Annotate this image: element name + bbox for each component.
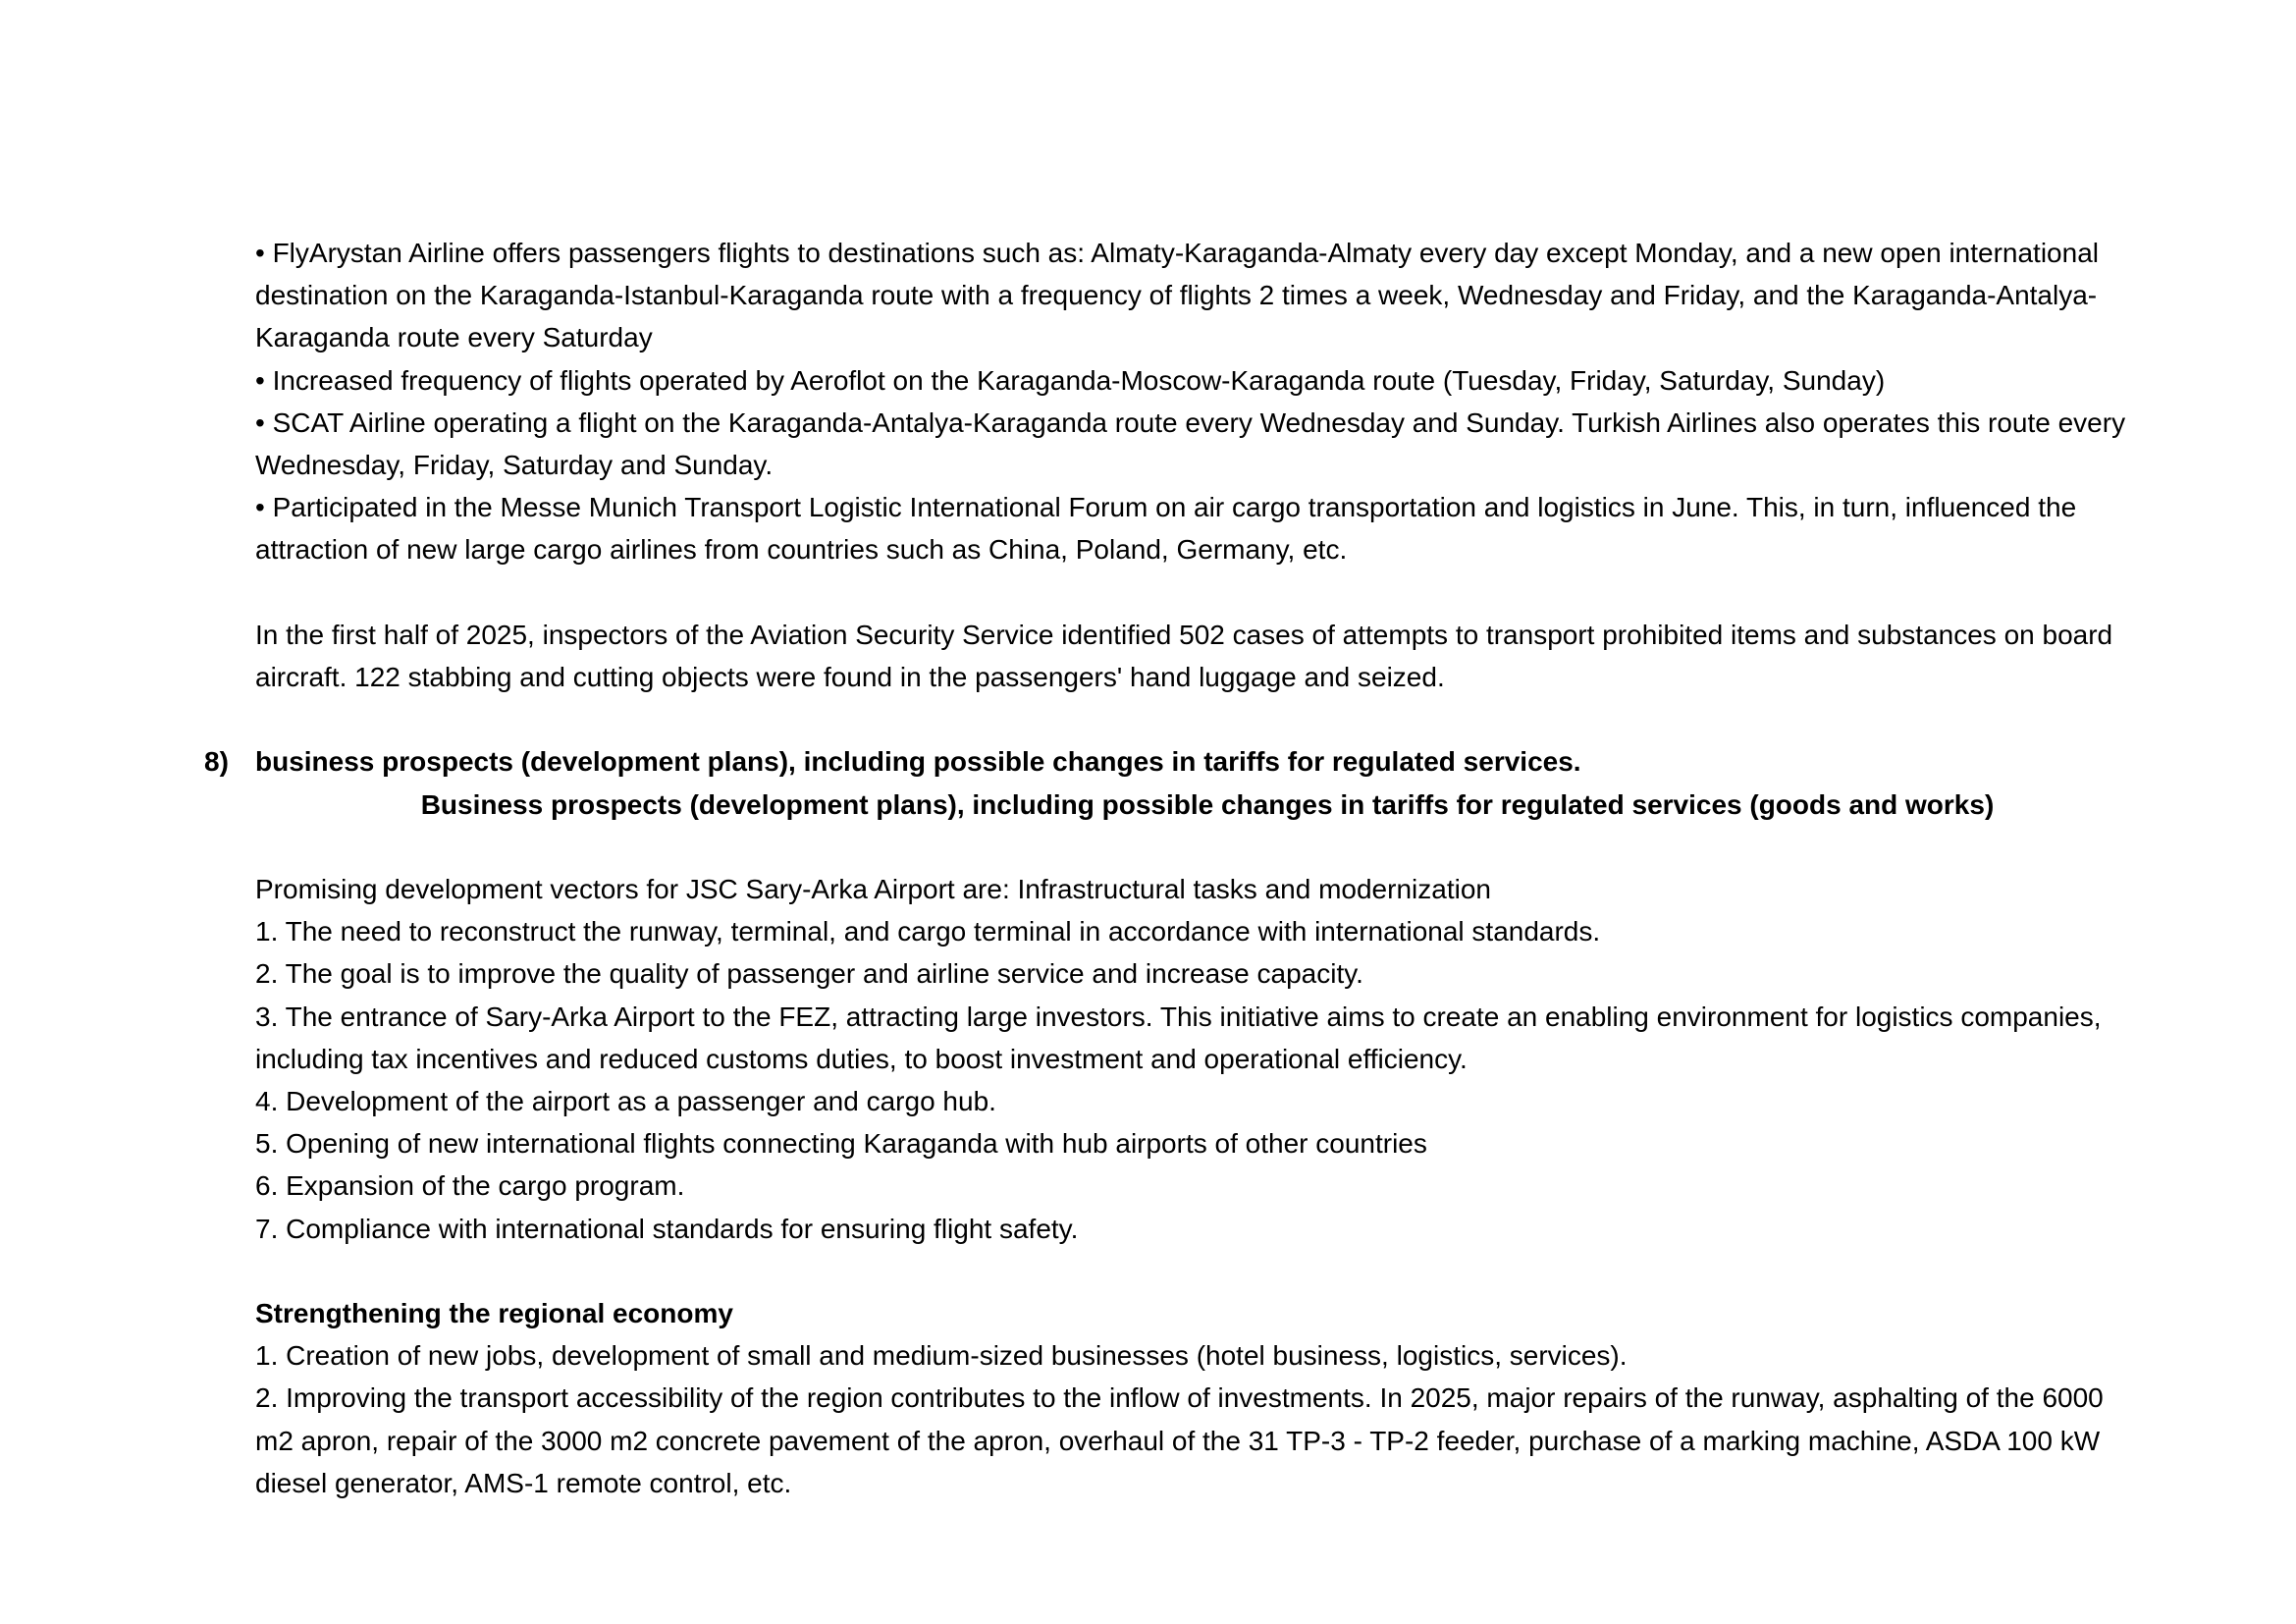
text-line: aircraft. 122 stabbing and cutting objects were found in the passengers' hand luggage and seized. [255, 662, 1445, 693]
numbered-item [255, 1164, 2160, 1207]
bullet-flyarystan [255, 232, 2160, 359]
regional-heading: Strengthening the regional economy [255, 1298, 733, 1329]
text-line: In the first half of 2025, inspectors of the Aviation Security Service identified 502 cases of attempts to transport prohibited items and substances on board [255, 619, 2113, 650]
text-line: • FlyArystan Airline offers passengers flights to destinations such as: Almaty-Karaganda-Almaty every day except Monday, and a new open international [255, 238, 2099, 268]
text-line: 5. Opening of new international flights connecting Karaganda with hub airports of other countries [255, 1128, 1427, 1160]
text-line: destination on the Karaganda-Istanbul-Karaganda route with a frequency of flights 2 times a week, Wednesday and Friday, and the Karaganda-Antalya- [255, 280, 2098, 311]
blank-line [255, 826, 2160, 868]
text-line: diesel generator, AMS-1 remote control, etc. [255, 1467, 792, 1498]
numbered-item [255, 1334, 2160, 1377]
document-body [204, 232, 2160, 1504]
text-line: 3. The entrance of Sary-Arka Airport to the FEZ, attracting large investors. This initiative aims to create an enabling environment for logistics companies, [255, 1001, 2102, 1032]
security-paragraph [255, 614, 2160, 698]
text-line: 2. Improving the transport accessibility of the region contributes to the inflow of investments. In 2025, major repairs of the runway, asphalting of the 6000 [255, 1382, 2104, 1414]
blank-line [255, 698, 2160, 740]
text-line: attraction of new large cargo airlines from countries such as China, Poland, Germany, etc. [255, 534, 1348, 566]
blank-line [255, 571, 2160, 614]
section-subheading: Business prospects (development plans), including possible changes in tariffs for regulated services (goods and works) [420, 788, 1995, 820]
numbered-item [255, 910, 2160, 952]
text-line: 6. Expansion of the cargo program. [255, 1170, 685, 1202]
text-line: 7. Compliance with international standards for ensuring flight safety. [255, 1213, 1079, 1244]
text-line: 4. Development of the airport as a passenger and cargo hub. [255, 1086, 996, 1117]
blank-line [255, 1250, 2160, 1292]
text-line: • SCAT Airline operating a flight on the Karaganda-Antalya-Karaganda route every Wednesday and Sunday. Turkish Airlines also operates this route every [255, 406, 2126, 438]
bullet-messe-munich [255, 486, 2160, 570]
numbered-item [255, 1122, 2160, 1164]
numbered-item [255, 1208, 2160, 1250]
bullet-scat [255, 402, 2160, 486]
text-line: m2 apron, repair of the 3000 m2 concrete pavement of the apron, overhaul of the 31 TP-3 - TP-2 feeder, purchase of a marking machine, ASDA 100 kW [255, 1425, 2101, 1456]
text-line: Karaganda route every Saturday [255, 322, 653, 353]
text-line: • Participated in the Messe Munich Transport Logistic International Forum on air cargo transportation and logistics in June. This, in turn, influenced the [255, 492, 2077, 523]
text-line: Wednesday, Friday, Saturday and Sunday. [255, 450, 774, 481]
numbered-item [255, 1377, 2160, 1504]
numbered-item [255, 952, 2160, 995]
text-line: 1. The need to reconstruct the runway, terminal, and cargo terminal in accordance with international standards. [255, 916, 1601, 947]
text-line: 2. The goal is to improve the quality of passenger and airline service and increase capacity. [255, 958, 1363, 990]
section-heading-text: business prospects (development plans), including possible changes in tariffs for regulated services. [255, 746, 1581, 778]
bullet-aeroflot [255, 359, 2160, 402]
text-line: • Increased frequency of flights operated by Aeroflot on the Karaganda-Moscow-Karaganda route (Tuesday, Friday, Saturday, Sunday) [255, 364, 1886, 396]
text-line: including tax incentives and reduced customs duties, to boost investment and operational efficiency. [255, 1043, 1468, 1074]
text-line: 1. Creation of new jobs, development of small and medium-sized businesses (hotel business, logistics, services). [255, 1340, 1628, 1372]
section-8-heading [204, 740, 2160, 783]
vectors-intro: Promising development vectors for JSC Sary-Arka Airport are: Infrastructural tasks and modernization [255, 874, 1491, 904]
numbered-item [255, 996, 2160, 1080]
numbered-item [255, 1080, 2160, 1122]
section-number: 8) [204, 746, 229, 778]
